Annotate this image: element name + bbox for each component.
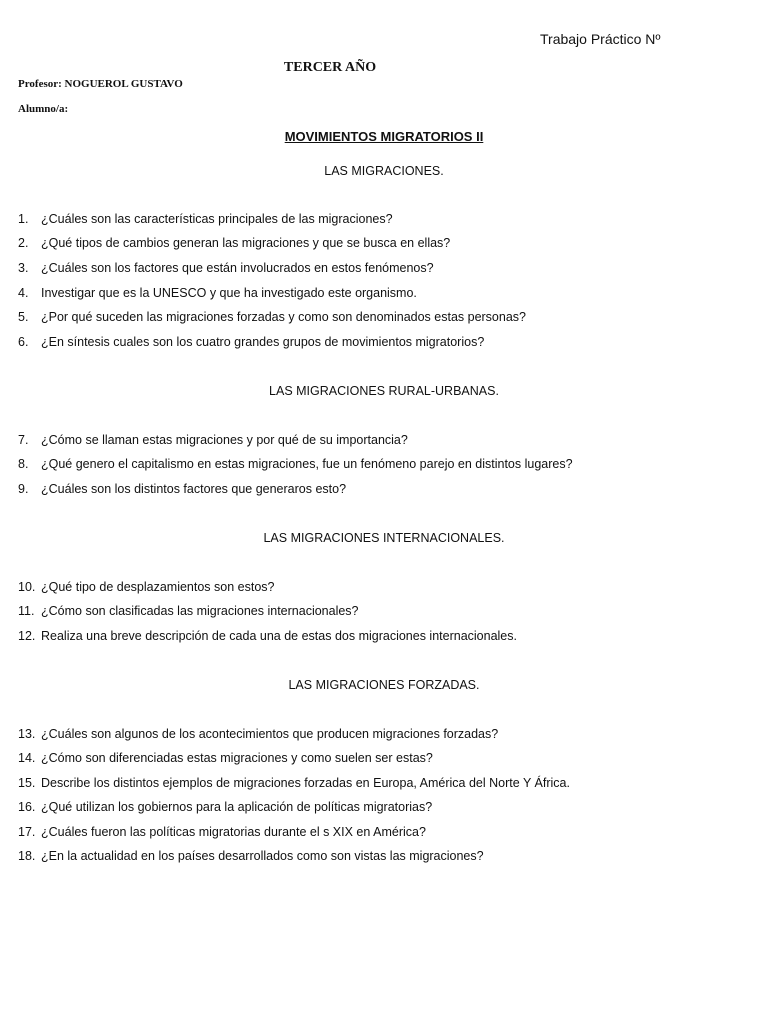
question-text: ¿En síntesis cuales son los cuatro grandes grupos de movimientos migratorios? bbox=[41, 335, 485, 349]
question-item bbox=[18, 261, 434, 275]
question-number: 17. bbox=[18, 825, 36, 839]
question-item bbox=[18, 286, 417, 300]
question-text: ¿Cuáles son algunos de los acontecimientos que producen migraciones forzadas? bbox=[41, 727, 499, 741]
question-item bbox=[18, 212, 393, 226]
question-item bbox=[18, 727, 498, 741]
question-text: Realiza una breve descripción de cada una de estas dos migraciones internacionales. bbox=[41, 629, 517, 643]
question-text: ¿Cómo se llaman estas migraciones y por qué de su importancia? bbox=[41, 433, 408, 447]
question-number: 4. bbox=[18, 286, 29, 300]
question-number: 18. bbox=[18, 849, 36, 863]
question-number: 3. bbox=[18, 261, 29, 275]
question-number: 7. bbox=[18, 433, 29, 447]
tp-number-label: Trabajo Práctico Nº bbox=[540, 31, 661, 47]
question-text: ¿Cuáles son los factores que están involucrados en estos fenómenos? bbox=[41, 261, 434, 275]
section-heading-forzadas: LAS MIGRACIONES FORZADAS. bbox=[288, 678, 480, 692]
question-text: ¿Cuáles son los distintos factores que generaros esto? bbox=[41, 482, 347, 496]
question-item bbox=[18, 457, 573, 471]
question-number: 9. bbox=[18, 482, 29, 496]
question-number: 6. bbox=[18, 335, 29, 349]
question-text: Investigar que es la UNESCO y que ha investigado este organismo. bbox=[41, 286, 417, 300]
section-heading-migraciones: LAS MIGRACIONES. bbox=[324, 164, 444, 178]
main-heading: MOVIMIENTOS MIGRATORIOS II bbox=[284, 129, 484, 144]
question-item bbox=[18, 236, 450, 250]
question-text: ¿Cuáles fueron las políticas migratorias durante el s XIX en América? bbox=[41, 825, 426, 839]
question-number: 11. bbox=[18, 604, 35, 618]
question-text: ¿Qué genero el capitalismo en estas migraciones, fue un fenómeno parejo en distintos lugares? bbox=[41, 457, 573, 471]
question-item bbox=[18, 776, 570, 790]
question-item bbox=[18, 604, 359, 618]
question-item bbox=[18, 310, 526, 324]
profesor-line: Profesor: NOGUEROL GUSTAVO bbox=[18, 78, 183, 90]
document-title: TERCER AÑO bbox=[283, 60, 377, 75]
question-number: 5. bbox=[18, 310, 29, 324]
question-number: 14. bbox=[18, 751, 36, 765]
question-number: 13. bbox=[18, 727, 36, 741]
question-item bbox=[18, 629, 517, 643]
question-item bbox=[18, 335, 484, 349]
question-text: ¿Cómo son diferenciadas estas migraciones y como suelen ser estas? bbox=[41, 751, 433, 765]
question-number: 2. bbox=[18, 236, 29, 250]
question-item bbox=[18, 580, 274, 594]
question-text: ¿En la actualidad en los países desarrollados como son vistas las migraciones? bbox=[41, 849, 484, 863]
question-number: 15. bbox=[18, 776, 36, 790]
question-number: 1. bbox=[18, 212, 29, 226]
question-text: ¿Cómo son clasificadas las migraciones internacionales? bbox=[41, 604, 359, 618]
section-heading-internacionales: LAS MIGRACIONES INTERNACIONALES. bbox=[263, 531, 505, 545]
question-item bbox=[18, 800, 432, 814]
question-text: ¿Qué tipo de desplazamientos son estos? bbox=[41, 580, 275, 594]
question-number: 8. bbox=[18, 457, 29, 471]
question-number: 12. bbox=[18, 629, 36, 643]
question-item bbox=[18, 751, 433, 765]
question-text: ¿Qué utilizan los gobiernos para la aplicación de políticas migratorias? bbox=[41, 800, 433, 814]
question-item bbox=[18, 825, 426, 839]
question-item bbox=[18, 433, 408, 447]
section-heading-rural-urbanas: LAS MIGRACIONES RURAL-URBANAS. bbox=[269, 384, 499, 398]
question-text: ¿Por qué suceden las migraciones forzadas y como son denominados estas personas? bbox=[41, 310, 526, 324]
question-number: 16. bbox=[18, 800, 36, 814]
question-text: ¿Cuáles son las características principales de las migraciones? bbox=[41, 212, 393, 226]
question-item bbox=[18, 482, 346, 496]
alumno-line: Alumno/a: bbox=[18, 103, 69, 115]
question-text: Describe los distintos ejemplos de migraciones forzadas en Europa, América del Norte Y África. bbox=[41, 776, 570, 790]
question-number: 10. bbox=[18, 580, 36, 594]
question-item bbox=[18, 849, 484, 863]
question-text: ¿Qué tipos de cambios generan las migraciones y que se busca en ellas? bbox=[41, 236, 451, 250]
